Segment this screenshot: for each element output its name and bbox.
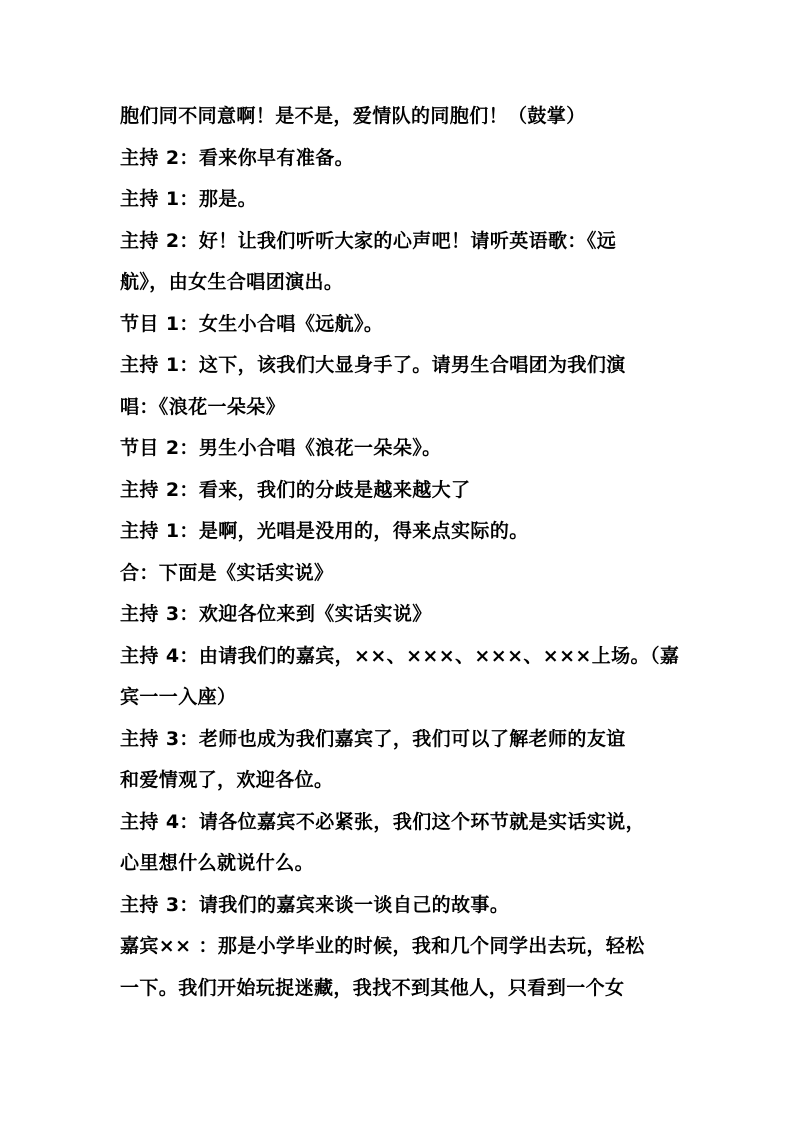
text-line: 主持 3：请我们的嘉宾来谈一谈自己的故事。 xyxy=(120,893,510,916)
text-line: 节目 2：男生小合唱《浪花一朵朵》。 xyxy=(120,437,442,459)
text-line: 唱：《浪花一朵朵》 xyxy=(120,395,286,418)
text-line: 航》，由女生合唱团演出。 xyxy=(120,271,344,293)
text-line: 心里想什么就说什么。 xyxy=(120,852,315,874)
text-line: 主持 2：看来你早有准备。 xyxy=(120,146,355,169)
text-line: 主持 4：由请我们的嘉宾，××、×××、×××、×××上场。（嘉 xyxy=(120,644,680,667)
text-line: 和爱情观了，欢迎各位。 xyxy=(120,769,334,791)
text-line: 节目 1：女生小合唱《远航》。 xyxy=(120,312,384,335)
text-line: 主持 3：老师也成为我们嘉宾了，我们可以了解老师的友谊 xyxy=(120,727,626,750)
text-line: 主持 1：那是。 xyxy=(120,188,258,210)
text-line: 主持 2：看来，我们的分歧是越来越大了 xyxy=(120,478,471,501)
text-line: 主持 1：是啊，光唱是没用的，得来点实际的。 xyxy=(120,520,529,542)
text-line: 合：下面是《实话实说》 xyxy=(120,561,334,584)
text-line: 主持 3：欢迎各位来到《实话实说》 xyxy=(120,603,432,625)
text-line: 主持 1：这下，该我们大显身手了。请男生合唱团为我们演 xyxy=(120,354,626,376)
text-line: 一下。我们开始玩捉迷藏，我找不到其他人，只看到一个女 xyxy=(120,976,625,999)
text-line: 主持 4：请各位嘉宾不必紧张，我们这个环节就是实话实说， xyxy=(120,810,646,833)
text-line: 宾一一入座） xyxy=(120,686,237,708)
text-line: 胞们同不同意啊！是不是，爱情队的同胞们！（鼓掌） xyxy=(120,105,586,127)
document-body xyxy=(120,96,700,1009)
text-line: 嘉宾×× ：那是小学毕业的时候，我和几个同学出去玩，轻松 xyxy=(120,935,645,957)
text-line: 主持 2：好！让我们听听大家的心声吧！请听英语歌：《远 xyxy=(120,229,617,252)
